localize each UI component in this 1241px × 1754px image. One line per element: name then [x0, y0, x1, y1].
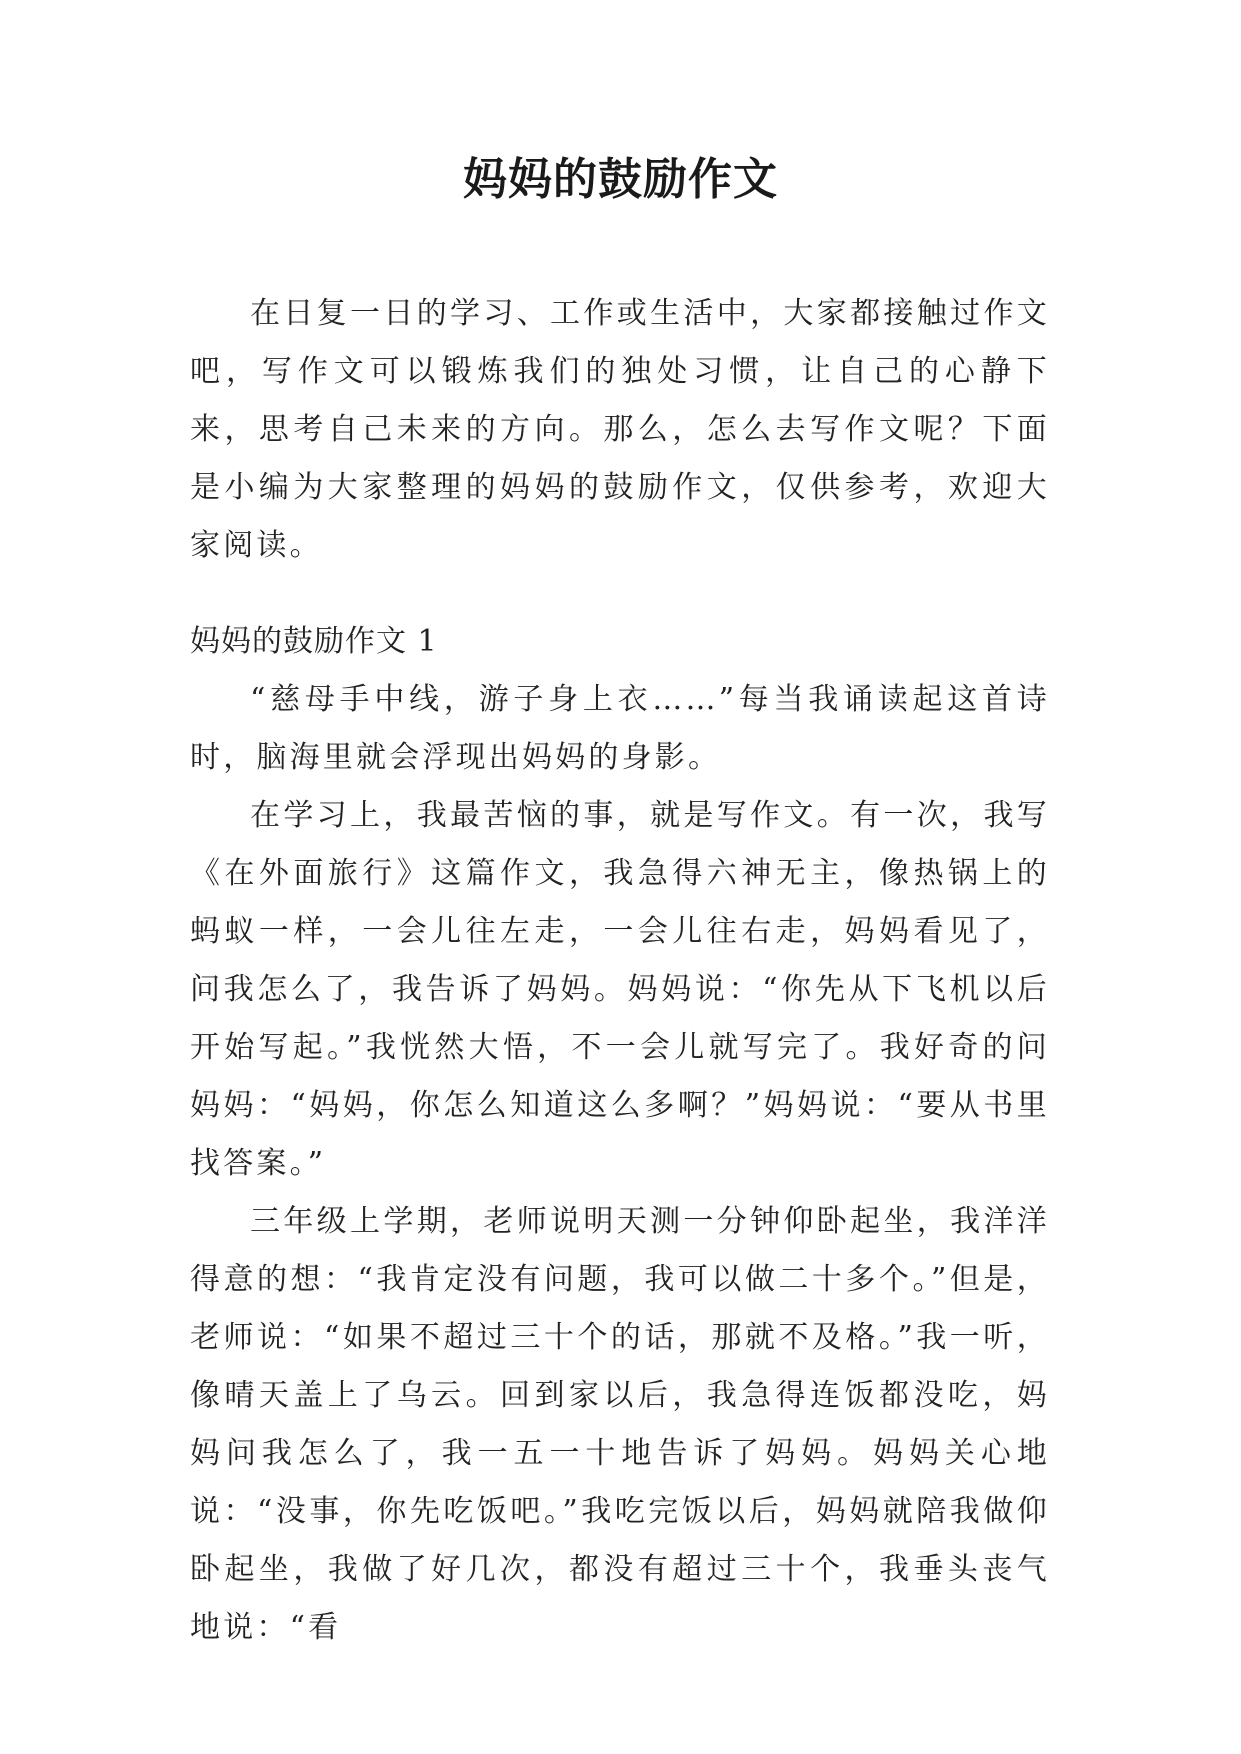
intro-paragraph: 在日复一日的学习、工作或生活中，大家都接触过作文吧，写作文可以锻炼我们的独处习惯，让自己的心静下来，思考自己未来的方向。那么，怎么去写作文呢？下面是小编为大家整理的妈妈的鼓励作文，仅供参考，欢迎大家阅读。	[190, 296, 1050, 563]
body-paragraph: “慈母手中线，游子身上衣……”每当我诵读起这首诗时，脑海里就会浮现出妈妈的身影。	[190, 682, 1050, 775]
body-paragraph: 在学习上，我最苦恼的事，就是写作文。有一次，我写《在外面旅行》这篇作文，我急得六神无主，像热锅上的蚂蚁一样，一会儿往左走，一会儿往右走，妈妈看见了，问我怎么了，我告诉了妈妈。妈妈说：“你先从下飞机以后开始写起。”我恍然大悟，不一会儿就写完了。我好奇的问妈妈：“妈妈，你怎么知道这么多啊？”妈妈说：“要从书里找答案。”	[190, 798, 1050, 1181]
body-paragraph: 三年级上学期，老师说明天测一分钟仰卧起坐，我洋洋得意的想：“我肯定没有问题，我可以做二十多个。”但是，老师说：“如果不超过三十个的话，那就不及格。”我一听，像晴天盖上了乌云。回到家以后，我急得连饭都没吃，妈妈问我怎么了，我一五一十地告诉了妈妈。妈妈关心地说：“没事，你先吃饭吧。”我吃完饭以后，妈妈就陪我做仰卧起坐，我做了好几次，都没有超过三十个，我垂头丧气地说：“看	[190, 1204, 1050, 1645]
document-body	[190, 285, 1050, 1657]
document-title: 妈妈的鼓励作文	[463, 154, 778, 205]
section-heading: 妈妈的鼓励作文 1	[190, 624, 438, 659]
